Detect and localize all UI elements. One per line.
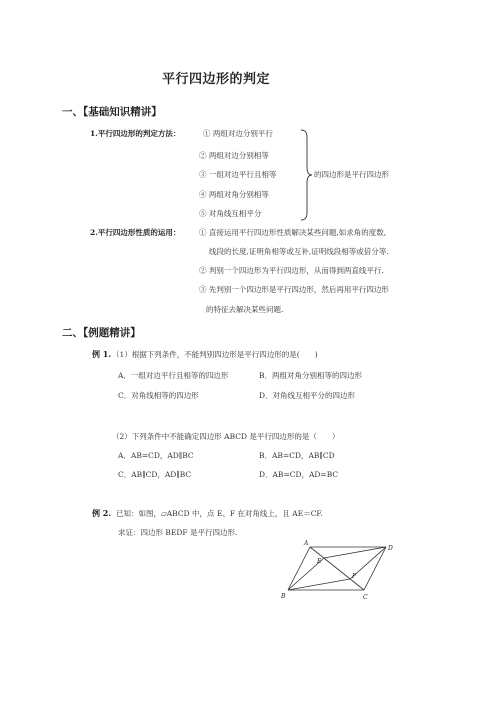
point-label-f: F — [352, 573, 357, 580]
point-label-b: B — [281, 593, 286, 600]
methods-conclusion: 的四边形是平行四边形 — [314, 170, 389, 179]
item1-label: 1.平行四边形的判定方法： — [90, 129, 181, 138]
page-title: 平行四边形的判定 — [162, 72, 271, 87]
method-1: ① 两组对边分别平行 — [203, 129, 273, 138]
point-label-d: D — [388, 545, 393, 552]
parallelogram-figure — [278, 538, 398, 604]
section-heading-basics: 一、【基础知识精讲】 — [62, 106, 162, 118]
q2-option-b: B．AB=CD，AB∥CD — [259, 451, 335, 460]
method-5: ⑤ 对角线互相平分 — [199, 209, 262, 218]
usage-line-2: 线段的长度,证明角相等或互补,证明线段相等或倍分等. — [209, 247, 389, 256]
example1-question1: （1）根据下列条件，不能判别四边形是平行四边形的是( ) — [112, 350, 318, 359]
usage-line-5: 的特征去解决某些问题. — [206, 305, 284, 314]
edge-dc — [364, 547, 386, 590]
q2-option-c: C．AB∥CD，AD∥BC — [118, 470, 192, 479]
point-label-e: E — [317, 558, 322, 565]
section-heading-examples: 二、【例题精讲】 — [62, 327, 141, 339]
q2-option-a: A．AB=CD，AD∥BC — [118, 451, 194, 460]
usage-line-3: ② 判别一个四边形为平行四边形，从而得到两直线平行. — [199, 266, 384, 275]
method-3: ③ 一组对边平行且相等 — [199, 170, 277, 179]
right-brace-icon — [300, 129, 314, 221]
q1-option-d: D．对角线互相平分的四边形 — [259, 391, 356, 400]
segment-fb — [288, 579, 350, 590]
point-label-c: C — [363, 594, 368, 601]
item2-label: 2.平行四边形性质的运用： — [90, 228, 181, 237]
usage-line-1: ① 直接运用平行四边形性质解决某些问题,如求角的度数, — [199, 228, 387, 237]
method-4: ④ 两组对角分别相等 — [199, 190, 269, 199]
segment-ed — [324, 547, 386, 558]
example1-label: 例 1. — [92, 349, 112, 359]
method-2: ② 两组对边分别相等 — [199, 151, 269, 160]
example1-question2: （2）下列条件中不能确定四边形 ABCD 是平行四边形的是（ ） — [112, 432, 340, 441]
q1-option-c: C．对角线相等的四边形 — [118, 391, 199, 400]
example2-given: 已知：如图，▱ABCD 中，点 E、F 在对角线上，且 AE＝CF. — [116, 509, 323, 518]
q2-option-d: D．AB=CD，AD=BC — [259, 470, 339, 479]
example2-label: 例 2. — [92, 508, 112, 518]
example2-prove: 求证：四边形 BEDF 是平行四边形. — [118, 528, 238, 537]
point-label-a: A — [304, 540, 309, 547]
diagonal-ac — [310, 547, 364, 590]
q1-option-a: A．一组对边平行且相等的四边形 — [118, 371, 229, 380]
usage-line-4: ③ 先判别一个四边形是平行四边形，然后再用平行四边形 — [199, 285, 389, 294]
q1-option-b: B．两组对角分别相等的四边形 — [259, 371, 363, 380]
edge-ba — [288, 547, 310, 590]
